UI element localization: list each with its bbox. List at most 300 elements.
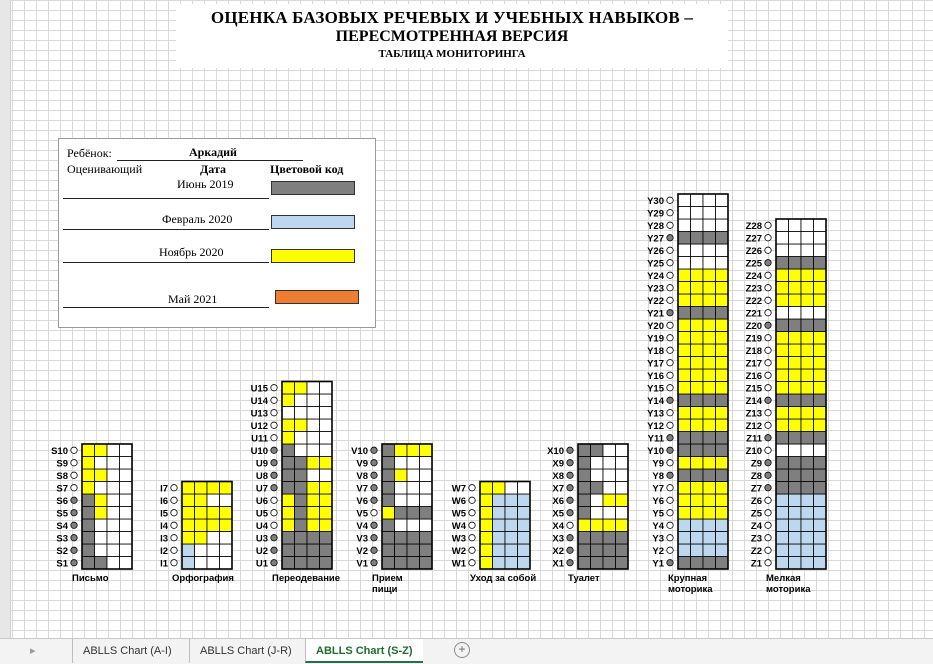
skill-cell [578, 519, 591, 532]
skill-cell [82, 457, 95, 470]
skill-cell [295, 557, 308, 570]
row-marker [567, 535, 573, 541]
skill-cell [107, 532, 120, 545]
row-label: U5 [255, 508, 268, 520]
row-marker [271, 472, 277, 478]
row-label: X8 [552, 471, 564, 482]
skill-cell [801, 332, 814, 345]
skill-cell [789, 269, 802, 282]
skill-cell [789, 519, 802, 532]
row-label: Z10 [745, 446, 762, 457]
row-marker [667, 497, 673, 503]
row-marker [271, 510, 277, 516]
row-marker [765, 472, 771, 478]
skill-cell [703, 557, 716, 570]
row-marker [271, 410, 277, 416]
row-marker [71, 472, 77, 478]
skill-cell [407, 482, 420, 495]
skill-cell [107, 469, 120, 482]
skill-cell [82, 532, 95, 545]
skill-cell [703, 344, 716, 357]
row-label: Y20 [647, 321, 664, 332]
skill-cell [591, 519, 604, 532]
skill-cell [789, 369, 802, 382]
skill-cell [678, 494, 691, 507]
row-marker [567, 472, 573, 478]
sheet-tab-bar [0, 638, 933, 664]
skill-cell [703, 407, 716, 420]
skill-cell [691, 369, 704, 382]
skill-cell [789, 432, 802, 445]
row-label: Y17 [647, 358, 664, 370]
skill-cell [776, 369, 789, 382]
skill-cell [703, 219, 716, 232]
skill-cell [691, 257, 704, 270]
skill-cell [776, 332, 789, 345]
skill-cell [801, 519, 814, 532]
skill-cell [382, 494, 395, 507]
skill-cell [493, 507, 506, 520]
skill-cell [801, 319, 814, 332]
row-label: W1 [451, 558, 466, 570]
child-label: Ребёнок: [67, 146, 112, 160]
skill-cell [776, 519, 789, 532]
skill-cell [716, 557, 729, 570]
skill-cell [716, 432, 729, 445]
row-marker [567, 547, 573, 553]
skill-cell [789, 357, 802, 370]
row-marker [667, 347, 673, 353]
row-marker [271, 485, 277, 491]
skill-cell [82, 482, 95, 495]
skill-cell [814, 482, 827, 495]
skill-cell [307, 394, 320, 407]
row-label: Z25 [745, 258, 762, 270]
column-label: Крупная [668, 573, 708, 584]
row-label: Y10 [647, 446, 664, 457]
row-marker [371, 472, 377, 478]
tab-ablls-s-z[interactable]: ABLLS Chart (S-Z) [305, 639, 423, 663]
row-marker [271, 460, 277, 466]
row-label: U6 [255, 496, 268, 507]
row-marker [667, 435, 673, 441]
skill-cell [480, 544, 493, 557]
row-marker [271, 560, 277, 566]
row-label: I5 [160, 508, 168, 520]
skill-cell [493, 519, 506, 532]
skill-cell [703, 207, 716, 220]
skill-cell [801, 469, 814, 482]
skill-cell [603, 507, 616, 520]
row-label: Z4 [750, 521, 762, 532]
skill-cell [789, 319, 802, 332]
skill-cell [282, 432, 295, 445]
skill-cell [616, 544, 629, 557]
skill-cell [801, 232, 814, 245]
skill-cell [295, 544, 308, 557]
row-marker [171, 510, 177, 516]
skill-cell [320, 432, 333, 445]
skill-cell [295, 457, 308, 470]
skill-cell [320, 394, 333, 407]
skill-cell [801, 344, 814, 357]
skill-cell [814, 519, 827, 532]
row-label: U3 [255, 533, 268, 545]
skill-cell [691, 344, 704, 357]
skill-cell [776, 219, 789, 232]
skill-cell [801, 544, 814, 557]
row-marker [371, 460, 377, 466]
row-label: X4 [552, 521, 564, 532]
skill-cell [182, 482, 195, 495]
title-line-1: ОЦЕНКА БАЗОВЫХ РЕЧЕВЫХ И УЧЕБНЫХ НАВЫКОВ – [210, 8, 694, 27]
skill-cell [801, 294, 814, 307]
row-marker [667, 410, 673, 416]
skill-cell [320, 494, 333, 507]
skill-cell [493, 532, 506, 545]
row-marker [667, 297, 673, 303]
row-label: Y18 [647, 346, 664, 357]
skill-cell [382, 519, 395, 532]
child-name: Аркадий [189, 145, 237, 159]
skill-cell [282, 407, 295, 420]
skill-cell [395, 457, 408, 470]
skill-cell [120, 469, 133, 482]
row-label: W7 [451, 483, 466, 495]
skill-cell [678, 419, 691, 432]
row-label: Z5 [750, 508, 762, 520]
row-label: Y7 [652, 483, 664, 495]
skill-cell [120, 557, 133, 570]
row-marker [371, 547, 377, 553]
tab-ablls-j-r[interactable]: ABLLS Chart (J-R) [189, 639, 302, 663]
row-marker [765, 422, 771, 428]
skill-cell [703, 507, 716, 520]
skill-cell [295, 532, 308, 545]
skill-cell [95, 532, 108, 545]
row-marker [469, 547, 475, 553]
skill-cell [420, 544, 433, 557]
skill-cell [801, 432, 814, 445]
column-label: пищи [372, 584, 398, 595]
skill-cell [678, 457, 691, 470]
skill-cell [703, 394, 716, 407]
skill-cell [716, 282, 729, 295]
skill-cell [801, 269, 814, 282]
title-line-3: ТАБЛИЦА МОНИТОРИНГА [378, 48, 526, 60]
skill-cell [616, 532, 629, 545]
skill-cell [678, 244, 691, 257]
skill-cell [616, 457, 629, 470]
skill-cell [801, 282, 814, 295]
skill-cell [420, 482, 433, 495]
row-label: Z2 [750, 546, 762, 557]
skill-cell [678, 482, 691, 495]
skill-cell [716, 207, 729, 220]
skill-cell [801, 457, 814, 470]
skill-cell [295, 382, 308, 395]
row-marker [469, 522, 475, 528]
tab-ablls-a-i[interactable]: ABLLS Chart (A-I) [72, 639, 182, 663]
skill-cell [716, 419, 729, 432]
row-label: U2 [255, 546, 268, 557]
row-marker [765, 235, 771, 241]
skill-cell [493, 544, 506, 557]
column-label: моторика [668, 584, 713, 595]
skill-cell [814, 419, 827, 432]
row-label: X7 [552, 483, 564, 495]
skill-cell [678, 557, 691, 570]
row-label: V7 [356, 483, 368, 495]
skill-cell [320, 382, 333, 395]
skill-cell [703, 369, 716, 382]
skill-cell [282, 544, 295, 557]
skill-cell [207, 544, 220, 557]
skill-cell [789, 532, 802, 545]
skill-cell [295, 444, 308, 457]
row-label: Y1 [652, 558, 664, 570]
skill-cell [480, 482, 493, 495]
skill-cell [82, 557, 95, 570]
skill-cell [691, 394, 704, 407]
row-marker [71, 460, 77, 466]
row-marker [271, 497, 277, 503]
skill-cell [395, 444, 408, 457]
skill-cell [716, 232, 729, 245]
date-header: Дата [200, 162, 226, 176]
skill-cell [207, 519, 220, 532]
skill-cell [603, 482, 616, 495]
skill-cell [716, 469, 729, 482]
skill-cell [107, 457, 120, 470]
skill-cell [493, 482, 506, 495]
skill-cell [95, 482, 108, 495]
row-marker [765, 460, 771, 466]
skill-cell [493, 557, 506, 570]
row-label: Z17 [745, 358, 762, 370]
column-label: моторика [766, 584, 811, 595]
skill-cell [382, 532, 395, 545]
skill-cell [814, 382, 827, 395]
skill-cell [814, 557, 827, 570]
skill-cell [195, 482, 208, 495]
row-label: U8 [255, 471, 268, 482]
column-label: Туалет [568, 573, 600, 584]
skill-cell [591, 444, 604, 457]
skill-cell [776, 469, 789, 482]
skill-cell [801, 257, 814, 270]
skill-cell [420, 469, 433, 482]
skill-cell [691, 332, 704, 345]
skill-cell [678, 432, 691, 445]
skill-cell [789, 557, 802, 570]
skill-cell [591, 532, 604, 545]
row-marker [567, 510, 573, 516]
title-line-2: ПЕРЕСМОТРЕННАЯ ВЕРСИЯ [335, 28, 569, 45]
skill-cell [678, 357, 691, 370]
skill-cell [776, 319, 789, 332]
skill-cell [789, 544, 802, 557]
row-label: Y8 [652, 471, 664, 482]
row-marker [567, 497, 573, 503]
skill-cell [578, 469, 591, 482]
skill-cell [776, 257, 789, 270]
skill-cell [716, 532, 729, 545]
row-marker [667, 260, 673, 266]
skill-cell [789, 444, 802, 457]
skill-cell [814, 332, 827, 345]
skill-cell [220, 532, 233, 545]
skill-cell [320, 482, 333, 495]
row-label: Z20 [745, 321, 762, 332]
skill-cell [814, 532, 827, 545]
skill-cell [505, 482, 518, 495]
row-marker [765, 535, 771, 541]
skill-cell [814, 407, 827, 420]
skill-cell [703, 282, 716, 295]
skill-cell [220, 507, 233, 520]
row-marker [371, 535, 377, 541]
row-marker [667, 522, 673, 528]
row-label: Y22 [647, 296, 664, 307]
row-marker [469, 485, 475, 491]
skill-cell [691, 482, 704, 495]
row-label: U15 [250, 383, 268, 395]
skill-cell [814, 319, 827, 332]
skill-cell [703, 269, 716, 282]
legend-date-3: Ноябрь 2020 [159, 245, 224, 259]
row-marker [71, 497, 77, 503]
skill-cell [703, 432, 716, 445]
skill-cell [776, 544, 789, 557]
row-label: U12 [250, 421, 268, 432]
skill-cell [195, 519, 208, 532]
row-marker [469, 560, 475, 566]
skill-cell [716, 344, 729, 357]
row-label: S8 [56, 471, 68, 482]
skill-cell [120, 532, 133, 545]
skill-cell [776, 532, 789, 545]
row-label: V3 [356, 533, 368, 545]
row-label: V5 [356, 508, 368, 520]
skill-cell [776, 482, 789, 495]
row-label: Y12 [647, 421, 664, 432]
skill-cell [703, 482, 716, 495]
skill-cell [691, 407, 704, 420]
skill-cell [518, 519, 531, 532]
skill-cell [395, 482, 408, 495]
skill-cell [716, 244, 729, 257]
skill-cell [691, 469, 704, 482]
skill-cell [789, 469, 802, 482]
skill-cell [691, 457, 704, 470]
skill-cell [307, 432, 320, 445]
skill-cell [282, 519, 295, 532]
skill-cell [320, 519, 333, 532]
skill-cell [420, 532, 433, 545]
row-label: X3 [552, 533, 564, 545]
row-label: S9 [56, 458, 68, 470]
row-label: Y21 [647, 308, 664, 320]
skill-cell [801, 394, 814, 407]
scroll-left-icon[interactable]: ▸ [30, 645, 36, 657]
skill-cell [716, 194, 729, 207]
row-label: Z15 [745, 383, 762, 395]
row-marker [765, 360, 771, 366]
skill-cell [678, 282, 691, 295]
skill-cell [801, 357, 814, 370]
skill-cell [95, 457, 108, 470]
skill-cell [776, 282, 789, 295]
row-label: Y9 [652, 458, 664, 470]
add-sheet-icon[interactable]: + [454, 642, 470, 658]
skill-cell [814, 544, 827, 557]
skill-cell [603, 557, 616, 570]
skill-cell [107, 557, 120, 570]
row-label: U7 [255, 483, 268, 495]
skill-cell [814, 307, 827, 320]
skill-cell [82, 507, 95, 520]
skill-cell [307, 519, 320, 532]
skill-cell [207, 507, 220, 520]
skill-cell [82, 519, 95, 532]
skill-cell [603, 519, 616, 532]
row-marker [765, 372, 771, 378]
skill-cell [395, 544, 408, 557]
skill-cell [691, 357, 704, 370]
row-marker [667, 422, 673, 428]
skill-cell [120, 544, 133, 557]
skill-cell [716, 307, 729, 320]
legend-date-4: Май 2021 [168, 292, 218, 306]
row-marker [271, 422, 277, 428]
row-label: Z22 [745, 296, 762, 307]
skill-cell [395, 507, 408, 520]
skill-cell [801, 219, 814, 232]
skill-cell [420, 507, 433, 520]
skill-cell [382, 507, 395, 520]
row-marker [71, 560, 77, 566]
skill-cell [95, 557, 108, 570]
skill-cell [691, 319, 704, 332]
skill-cell [616, 444, 629, 457]
skill-cell [195, 494, 208, 507]
column-label: Прием [372, 573, 403, 584]
skill-cell [691, 194, 704, 207]
skill-cell [776, 419, 789, 432]
skill-cell [207, 482, 220, 495]
skill-cell [691, 219, 704, 232]
skill-cell [395, 519, 408, 532]
skill-cell [789, 232, 802, 245]
skill-cell [307, 444, 320, 457]
skill-cell [678, 344, 691, 357]
skill-cell [603, 469, 616, 482]
skill-cell [107, 507, 120, 520]
skill-cell [295, 407, 308, 420]
skill-cell [407, 494, 420, 507]
row-label: Z21 [745, 308, 762, 320]
row-label: U13 [250, 408, 268, 420]
row-label: S4 [56, 521, 68, 532]
skill-cell [82, 544, 95, 557]
row-label: V10 [351, 446, 368, 457]
skill-cell [716, 407, 729, 420]
skill-cell [480, 532, 493, 545]
row-label: W5 [451, 508, 466, 520]
skill-cell [282, 469, 295, 482]
skill-cell [320, 507, 333, 520]
